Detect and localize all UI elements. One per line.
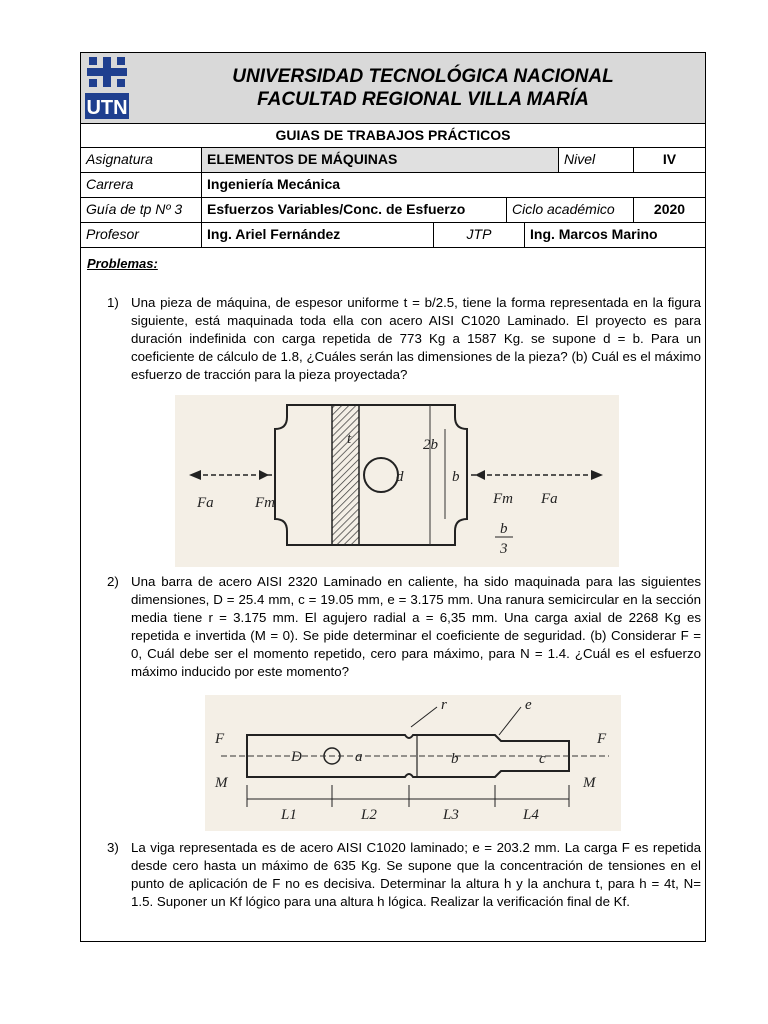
guia-value: Esfuerzos Variables/Conc. de Esfuerzo	[202, 198, 507, 222]
asignatura-label: Asignatura	[81, 148, 202, 172]
carrera-label: Carrera	[81, 173, 202, 197]
header-banner	[81, 53, 705, 124]
document-sheet	[80, 52, 706, 942]
label-b: b	[452, 469, 460, 485]
label-l2: L2	[361, 807, 377, 823]
label-l1: L1	[281, 807, 297, 823]
profesor-label: Profesor	[81, 223, 202, 247]
label-m-left: M	[215, 775, 228, 791]
label-f-right: F	[597, 731, 607, 747]
problem-2	[107, 573, 701, 681]
guide-title-row	[81, 123, 705, 148]
guide-title: GUIAS DE TRABAJOS PRÁCTICOS	[275, 127, 511, 143]
label-r: r	[441, 697, 447, 713]
label-2b: 2b	[423, 437, 438, 453]
label-b-over-3-top: b	[500, 521, 508, 537]
label-a: a	[355, 749, 363, 765]
figure-2-bar	[205, 695, 621, 831]
nivel-value: IV	[662, 151, 677, 167]
problem-number: 3)	[107, 840, 119, 855]
asignatura-value: ELEMENTOS DE MÁQUINAS	[202, 148, 559, 172]
problem-text: La viga representada es de acero AISI C1020 laminado; e = 203.2 mm. La carga F es repetida desde cero hasta un máximo de 635 Kg. Se supone que la concentración de tensiones en el punto de aplicación de F no es decisiva. Determinar la altura h y la anchura t, para h = 4t, N= 1.5. Suponer un Kf lógico para una altura h lógica. Realizar la verificación final de Kf.	[131, 840, 701, 909]
label-fa-left: Fa	[197, 495, 214, 511]
problems-heading: Problemas:	[87, 256, 158, 271]
asignatura-row	[81, 148, 705, 173]
ciclo-label: Ciclo académico	[507, 198, 634, 222]
institution-title	[141, 65, 705, 111]
carrera-value: Ingeniería Mecánica	[207, 176, 341, 192]
label-t: t	[347, 431, 352, 447]
ciclo-value: 2020	[653, 201, 686, 217]
label-fm-right: Fm	[493, 491, 513, 507]
label-e: e	[525, 697, 532, 713]
label-b: b	[451, 751, 459, 767]
nivel-label: Nivel	[559, 148, 634, 172]
label-l4: L4	[523, 807, 539, 823]
label-m-right: M	[583, 775, 596, 791]
carrera-row	[81, 173, 705, 198]
guia-label: Guía de tp Nº 3	[81, 198, 202, 222]
jtp-value: Ing. Marcos Marino	[530, 226, 658, 242]
utn-logo	[83, 55, 131, 121]
jtp-label: JTP	[434, 223, 525, 247]
label-fm-left: Fm	[255, 495, 275, 511]
profesor-value: Ing. Ariel Fernández	[202, 223, 434, 247]
label-l3: L3	[443, 807, 459, 823]
guia-row	[81, 198, 705, 223]
label-f-left: F	[215, 731, 225, 747]
problem-3	[107, 839, 701, 911]
label-c: c	[539, 751, 546, 767]
label-d: d	[396, 469, 404, 485]
faculty-name: FACULTAD REGIONAL VILLA MARÍA	[257, 89, 589, 110]
problem-number: 1)	[107, 295, 119, 310]
problem-1	[107, 294, 701, 384]
university-name: UNIVERSIDAD TECNOLÓGICA NACIONAL	[232, 66, 614, 87]
label-fa-right: Fa	[541, 491, 558, 507]
profesor-row	[81, 223, 705, 248]
label-d: D	[291, 749, 302, 765]
label-b-over-3-bottom: 3	[500, 541, 508, 557]
figure-1-machine-piece	[175, 395, 619, 567]
problem-text: Una pieza de máquina, de espesor uniforme t = b/2.5, tiene la forma representada en la figura siguiente, está maquinada toda ella con acero AISI C1020 Laminado. El proyecto es para duración indefinida con carga repetida de 773 Kg a 1587 Kg. se supone d = b. Para un coeficiente de cálculo de 1.8, ¿Cuáles serán las dimensiones de la pieza? (b) Cuál es el máximo esfuerzo de tracción para la pieza proyectada?	[131, 295, 701, 382]
problem-number: 2)	[107, 574, 119, 589]
problem-text: Una barra de acero AISI 2320 Laminado en caliente, ha sido maquinada para las siguientes dimensiones, D = 25.4 mm, c = 19.05 mm, e = 3.175 mm. Una ranura semicircular en la sección media tiene r = 3.175 mm. El agujero radial a = 6,35 mm. Una carga axial de 2268 Kg es repetida e invertida (M = 0). Se pide determinar el coeficiente de seguridad. (b) Considerar F = 0, Cuál debe ser el momento repetido, cero para máximo, para N = 1.4. ¿Cuál es el esfuerzo máximo inducido por este momento?	[131, 574, 701, 679]
logo-text: UTN	[86, 97, 128, 119]
